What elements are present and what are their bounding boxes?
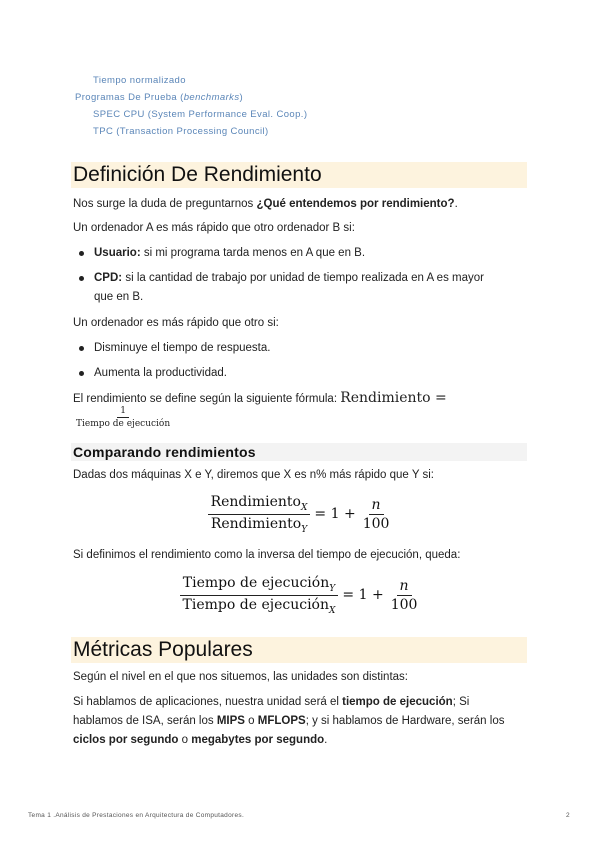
equation-numerator xyxy=(208,494,311,515)
paragraph-metricas xyxy=(73,693,543,750)
paragraph: Dadas dos máquinas X e Y, diremos que X es n% más rápido que Y si: xyxy=(73,469,434,481)
equation-fraction xyxy=(180,575,339,616)
text: Rendimiento xyxy=(210,494,301,510)
section-heading-definicion: Definición De Rendimiento xyxy=(71,162,527,188)
equation-denominator xyxy=(208,515,310,535)
bullet-dot xyxy=(79,276,84,281)
equation-numerator xyxy=(180,575,338,596)
text: si la cantidad de trabajo por unidad de tiempo realizada en A es mayor xyxy=(122,272,484,284)
text: Rendimiento xyxy=(210,515,302,532)
text: que en B. xyxy=(94,291,144,303)
equation-numerator: n xyxy=(369,497,384,515)
fraction xyxy=(73,406,173,429)
paragraph: Un ordenador A es más rápido que otro ordenador B si: xyxy=(73,222,355,234)
subscript: Y xyxy=(329,583,336,594)
toc-link-tiempo-normalizado[interactable]: Tiempo normalizado xyxy=(93,75,186,86)
equation-numerator: n xyxy=(397,578,412,596)
text: . xyxy=(454,198,458,210)
page-footer: Tema 1 .Análisis de Prestaciones en Arquitectura de Computadores. xyxy=(28,812,245,819)
toc-link-text: Programas De Prueba ( xyxy=(75,92,184,103)
text: El rendimiento se define según la siguiente fórmula: xyxy=(73,393,341,405)
text: o xyxy=(244,715,258,727)
toc-link-em: benchmarks xyxy=(183,92,240,103)
equation-operator: = 1 + xyxy=(342,587,384,604)
bullet-dot xyxy=(79,251,84,256)
bullet-dot xyxy=(79,346,84,351)
text: Nos surge la duda de preguntarnos xyxy=(73,198,257,210)
subscript: X xyxy=(329,605,336,616)
paragraph: Un ordenador es más rápido que otro si: xyxy=(73,317,279,329)
equation-fraction xyxy=(360,497,393,532)
equation-operator: = 1 + xyxy=(314,506,356,523)
inline-fraction xyxy=(73,406,173,429)
bullet-dot xyxy=(79,371,84,376)
fraction-denominator: Tiempo de ejecución xyxy=(76,419,171,429)
text: ; y si hablamos de Hardware, serán los xyxy=(305,715,505,727)
equation-denominator: 100 xyxy=(390,596,418,613)
equation-rendimiento xyxy=(0,494,600,535)
bold-text: ciclos por segundo xyxy=(73,734,179,746)
paragraph: Según el nivel en el que nos situemos, las unidades son distintas: xyxy=(73,671,408,683)
toc-link-text: ) xyxy=(239,92,244,103)
text: Tiempo de ejecución xyxy=(182,596,329,613)
toc-link-programas-de-prueba[interactable] xyxy=(75,92,243,103)
paragraph: Si definimos el rendimiento como la inversa del tiempo de ejecución, queda: xyxy=(73,549,461,561)
bold-text: ¿Qué entendemos por rendimiento? xyxy=(256,198,455,210)
text: o xyxy=(178,734,192,746)
bold-text: MFLOPS xyxy=(257,715,306,727)
list-item: Disminuye el tiempo de respuesta. xyxy=(94,342,271,354)
toc-link-tpc[interactable]: TPC (Transaction Processing Council) xyxy=(93,126,269,137)
equation-fraction xyxy=(388,578,421,613)
subscript: X xyxy=(300,502,308,513)
equation-tiempo xyxy=(0,575,600,616)
text: ; Si xyxy=(452,696,470,708)
text: Si hablamos de aplicaciones, nuestra unidad será el xyxy=(73,696,343,708)
fraction-numerator: 1 xyxy=(117,406,129,418)
page-number: 2 xyxy=(566,812,570,819)
list-item xyxy=(94,269,534,307)
equation-denominator xyxy=(180,596,339,616)
bold-label: CPD: xyxy=(94,272,123,284)
list-item xyxy=(94,244,514,263)
text: . xyxy=(324,734,328,746)
subscript: Y xyxy=(301,524,308,535)
text: si mi programa tarda menos en A que en B. xyxy=(140,247,366,259)
formula-lhs: Rendimiento = xyxy=(340,390,447,406)
text: Tiempo de ejecución xyxy=(182,575,330,591)
equation-fraction xyxy=(208,494,311,535)
bold-text: megabytes por segundo xyxy=(191,734,325,746)
text: hablamos de ISA, serán los xyxy=(73,715,217,727)
equation-denominator: 100 xyxy=(362,515,390,532)
toc-link-spec-cpu[interactable]: SPEC CPU (System Performance Eval. Coop.) xyxy=(93,109,308,120)
list-item: Aumenta la productividad. xyxy=(94,367,227,379)
section-heading-metricas: Métricas Populares xyxy=(71,637,527,663)
bold-label: Usuario: xyxy=(94,247,141,259)
subsection-heading-comparando: Comparando rendimientos xyxy=(71,443,527,461)
bold-text: tiempo de ejecución xyxy=(342,696,453,708)
bold-text: MIPS xyxy=(216,715,245,727)
paragraph xyxy=(73,195,533,214)
